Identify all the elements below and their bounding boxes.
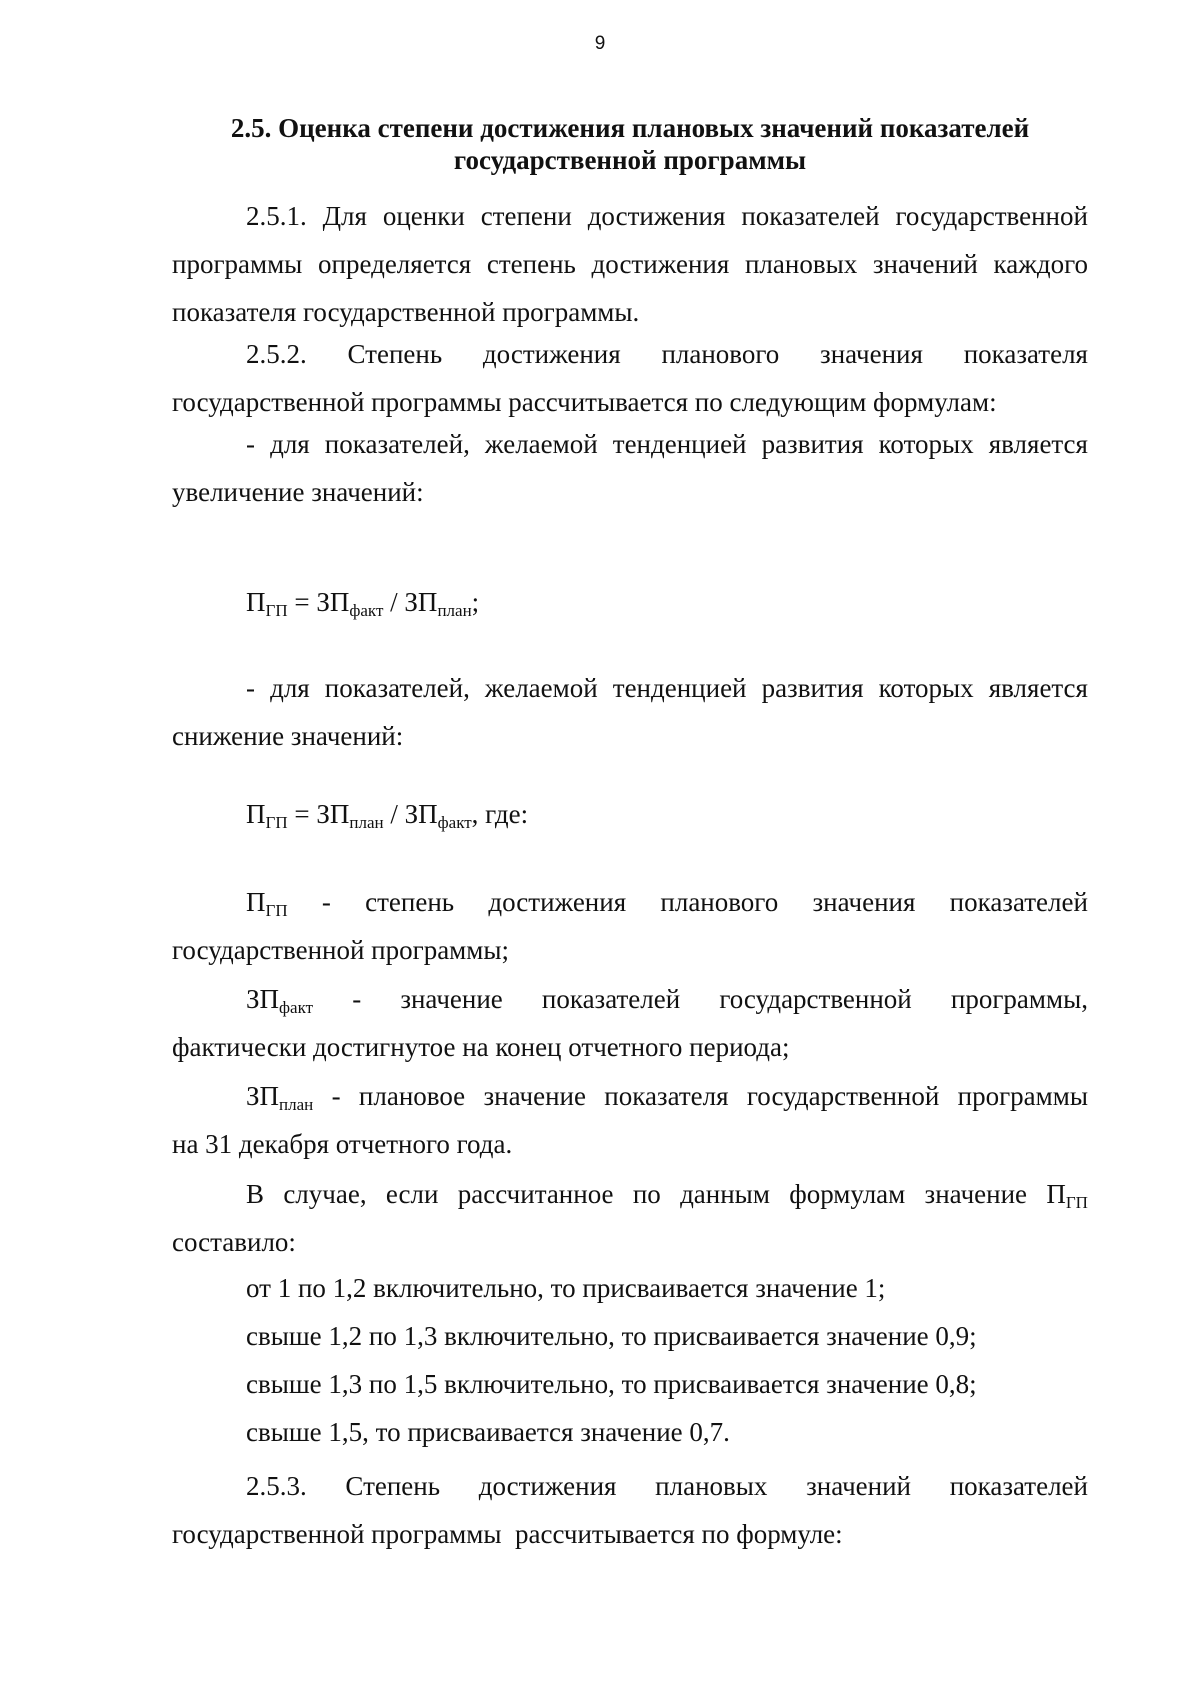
formula-text: / ЗП (383, 587, 438, 617)
word: 2.5.2. (246, 339, 307, 369)
word: степени (480, 201, 572, 231)
paragraph-case (172, 1170, 1088, 1266)
paragraph-2-5-3 (172, 1462, 1088, 1558)
paragraph-2-5-3-line-2: государственной программы рассчитывается по формуле: (172, 1519, 843, 1549)
word: 2.5.1. (246, 201, 307, 231)
symbol-text: П (246, 887, 266, 917)
word: показателей (949, 887, 1088, 917)
word: является (988, 429, 1088, 459)
word: желаемой (484, 673, 598, 703)
range-item-4: свыше 1,5, то присваивается значение 0,7. (246, 1417, 730, 1447)
word: плановых (655, 1471, 768, 1501)
paragraph-decrease-line-1 (172, 664, 1088, 712)
symbol-text: ЗП (246, 1081, 280, 1111)
paragraph-increase-line-2: увеличение значений: (172, 477, 424, 507)
word: формулам (789, 1179, 906, 1209)
word: значения (820, 339, 923, 369)
word: Степень (345, 1471, 441, 1501)
word: В (246, 1179, 265, 1209)
definition-plan (172, 1072, 1088, 1168)
range-item-3: свыше 1,3 по 1,5 включительно, то присваивается значение 0,8; (246, 1369, 977, 1399)
definition-fact (172, 975, 1088, 1071)
word: государственной (719, 984, 912, 1014)
formula-subscript: ГП (265, 601, 288, 620)
range-item-1: от 1 по 1,2 включительно, то присваивается значение 1; (246, 1273, 886, 1303)
symbol-text: ЗП (246, 984, 280, 1014)
word: планового (660, 887, 779, 917)
word: - (246, 429, 255, 459)
word: государственной (895, 201, 1088, 231)
word: значений (806, 1471, 912, 1501)
word: оценки (382, 201, 465, 231)
paragraph-decrease-line-2: снижение значений: (172, 721, 404, 751)
word: значение (483, 1081, 586, 1111)
section-heading (170, 112, 1090, 176)
section-heading-line-1: 2.5. Оценка степени достижения плановых значений показателей (230, 113, 1030, 143)
case-symbol (1046, 1170, 1088, 1218)
word: развития (761, 429, 864, 459)
formula-text: / ЗП (383, 799, 438, 829)
word: показателей (541, 984, 681, 1014)
formula-symbol: П (246, 587, 266, 617)
paragraph-increase-line-1 (172, 420, 1088, 468)
definition-pgp (172, 878, 1088, 974)
word: показателя (604, 1081, 729, 1111)
paragraph-increase (172, 420, 1088, 516)
paragraph-2-5-2-line-1 (172, 330, 1088, 378)
formula-text: ; (471, 587, 480, 617)
paragraph-2-5-3-line-1 (172, 1462, 1088, 1510)
word: для (270, 429, 310, 459)
formula-subscript: факт (349, 601, 384, 620)
word: Степень (347, 339, 443, 369)
word: желаемой (484, 429, 598, 459)
symbol-subscript: ГП (265, 901, 288, 920)
word: планового (661, 339, 780, 369)
word: для (270, 673, 310, 703)
word: достижения (478, 1471, 617, 1501)
definition-pgp-line-1 (172, 878, 1088, 926)
formula-decrease (246, 794, 528, 834)
word: значение (400, 984, 503, 1014)
paragraph-2-5-1-line-3: показателя государственной программы. (172, 297, 640, 327)
word: развития (761, 673, 864, 703)
word: государственной (746, 1081, 940, 1111)
word: достижения (587, 201, 726, 231)
word: данным (680, 1179, 770, 1209)
paragraph-case-line-2: составило: (172, 1227, 296, 1257)
word: показателей, (324, 429, 470, 459)
word: случае, (283, 1179, 367, 1209)
word: рассчитанное (457, 1179, 614, 1209)
word: по (632, 1179, 661, 1209)
word: показателей (741, 201, 880, 231)
paragraph-case-line-1 (172, 1170, 1088, 1218)
word: показателей (949, 1471, 1088, 1501)
formula-subscript: план (437, 601, 472, 620)
formula-symbol: П (246, 799, 266, 829)
word: плановое (358, 1081, 466, 1111)
word: 2.5.3. (246, 1471, 307, 1501)
definition-fact-line-2: фактически достигнутое на конец отчетного периода; (172, 1032, 790, 1062)
word: Для (322, 201, 367, 231)
symbol-subscript: факт (279, 998, 314, 1017)
section-heading-line-2: государственной программы (453, 145, 807, 175)
formula-subscript: факт (437, 813, 472, 832)
page-number: 9 (594, 33, 606, 54)
word: степень (365, 887, 455, 917)
definition-plan-line-1 (172, 1072, 1088, 1120)
word: - (352, 984, 362, 1014)
symbol-text: П (1046, 1179, 1066, 1209)
definition-symbol (246, 975, 313, 1023)
formula-subscript: ГП (265, 813, 288, 832)
word: показателей, (324, 673, 470, 703)
word: программы (957, 1081, 1088, 1111)
formula-text: , где: (471, 799, 529, 829)
paragraph-2-5-2 (172, 330, 1088, 426)
paragraph-2-5-2-line-2: государственной программы рассчитывается по следующим формулам: (172, 387, 997, 417)
formula-increase (246, 582, 479, 622)
paragraph-decrease (172, 664, 1088, 760)
word: - (331, 1081, 341, 1111)
paragraph-2-5-1 (172, 192, 1088, 336)
word: - (246, 673, 255, 703)
word: которых (878, 673, 974, 703)
paragraph-2-5-1-line-2: программы определяется степень достижения плановых значений каждого (172, 249, 1088, 279)
word: если (385, 1179, 439, 1209)
symbol-subscript: план (279, 1095, 314, 1114)
word: значение (924, 1179, 1028, 1209)
word: которых (878, 429, 974, 459)
word: достижения (488, 887, 627, 917)
word: тенденцией (612, 673, 747, 703)
word: достижения (482, 339, 621, 369)
definition-pgp-line-2: государственной программы; (172, 935, 509, 965)
word: - (321, 887, 331, 917)
formula-text: = ЗП (287, 587, 350, 617)
definition-fact-line-1 (172, 975, 1088, 1023)
word: показателя (963, 339, 1088, 369)
word: является (988, 673, 1088, 703)
range-item-2: свыше 1,2 по 1,3 включительно, то присваивается значение 0,9; (246, 1321, 977, 1351)
paragraph-2-5-1-line-1 (172, 192, 1088, 240)
definition-plan-line-2: на 31 декабря отчетного года. (172, 1129, 513, 1159)
word: значения (812, 887, 916, 917)
formula-subscript: план (349, 813, 384, 832)
symbol-subscript: ГП (1065, 1193, 1088, 1212)
word: тенденцией (612, 429, 747, 459)
formula-text: = ЗП (287, 799, 350, 829)
definition-symbol (246, 1072, 313, 1120)
word: программы, (950, 984, 1088, 1014)
definition-symbol (246, 878, 288, 926)
